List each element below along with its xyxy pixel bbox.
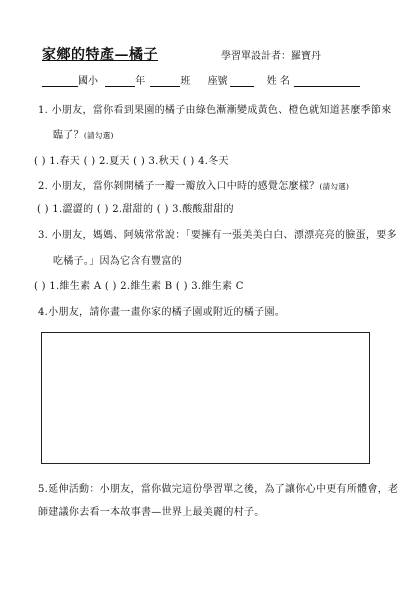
q5-line1: 5.延伸活動：小朋友，當你做完這份學習單之後，為了讓你心中更有所體會，老 <box>38 484 399 495</box>
q1-line2 <box>53 126 114 141</box>
drawing-box[interactable] <box>41 332 370 464</box>
seat-blank[interactable] <box>230 75 254 87</box>
q3-line1: 3. 小朋友，媽媽、阿姨常常說：「要擁有一張美美白白、漂漂亮亮的臉蛋，要多 <box>38 230 397 241</box>
q2-line1 <box>38 177 349 192</box>
name-label: 姓 名 <box>266 76 290 87</box>
q2-hint: (請勾選) <box>319 182 350 191</box>
q3-line2: 吃橘子。」因為它含有豐富的 <box>53 256 182 267</box>
q2-line1-main: 2. 小朋友，當你剝開橘子一瓣一瓣放入口中時的感覺怎麼樣？ <box>38 181 320 192</box>
q2-options[interactable]: ( ) 1.澀澀的 ( ) 2.甜甜的 ( ) 3.酸酸甜甜的 <box>37 204 234 215</box>
seat-label: 座號 <box>207 76 228 87</box>
q1-line1: 1. 小朋友，當你看到果園的橘子由綠色漸漸變成黃色、橙色就知道甚麼季節來 <box>38 105 392 116</box>
q1-options[interactable]: ( ) 1.春天 ( ) 2.夏天 ( ) 3.秋天 ( ) 4.冬天 <box>34 156 229 167</box>
worksheet-title: 家鄉的特產—橘子 <box>42 47 158 63</box>
q3-options[interactable]: ( ) 1.維生素 A ( ) 2.維生素 B ( ) 3.維生素 C <box>34 281 244 292</box>
q5-line2: 師建議你去看一本故事書—世界上最美麗的村子。 <box>38 507 265 518</box>
designer-credit: 學習單設計者：羅寶丹 <box>221 51 321 62</box>
school-suffix: 國小 <box>78 76 98 87</box>
name-blank[interactable] <box>294 75 360 87</box>
class-suffix: 班 <box>180 76 191 87</box>
q1-line2-main: 臨了？ <box>53 130 84 141</box>
grade-blank[interactable] <box>105 75 135 87</box>
class-blank[interactable] <box>150 75 180 87</box>
student-info-line <box>42 72 360 87</box>
q4-line1: 4.小朋友，請你畫一畫你家的橘子園或附近的橘子園。 <box>38 307 286 318</box>
grade-suffix: 年 <box>135 76 146 87</box>
q1-hint: (請勾選) <box>83 131 114 140</box>
school-blank[interactable] <box>42 75 78 87</box>
